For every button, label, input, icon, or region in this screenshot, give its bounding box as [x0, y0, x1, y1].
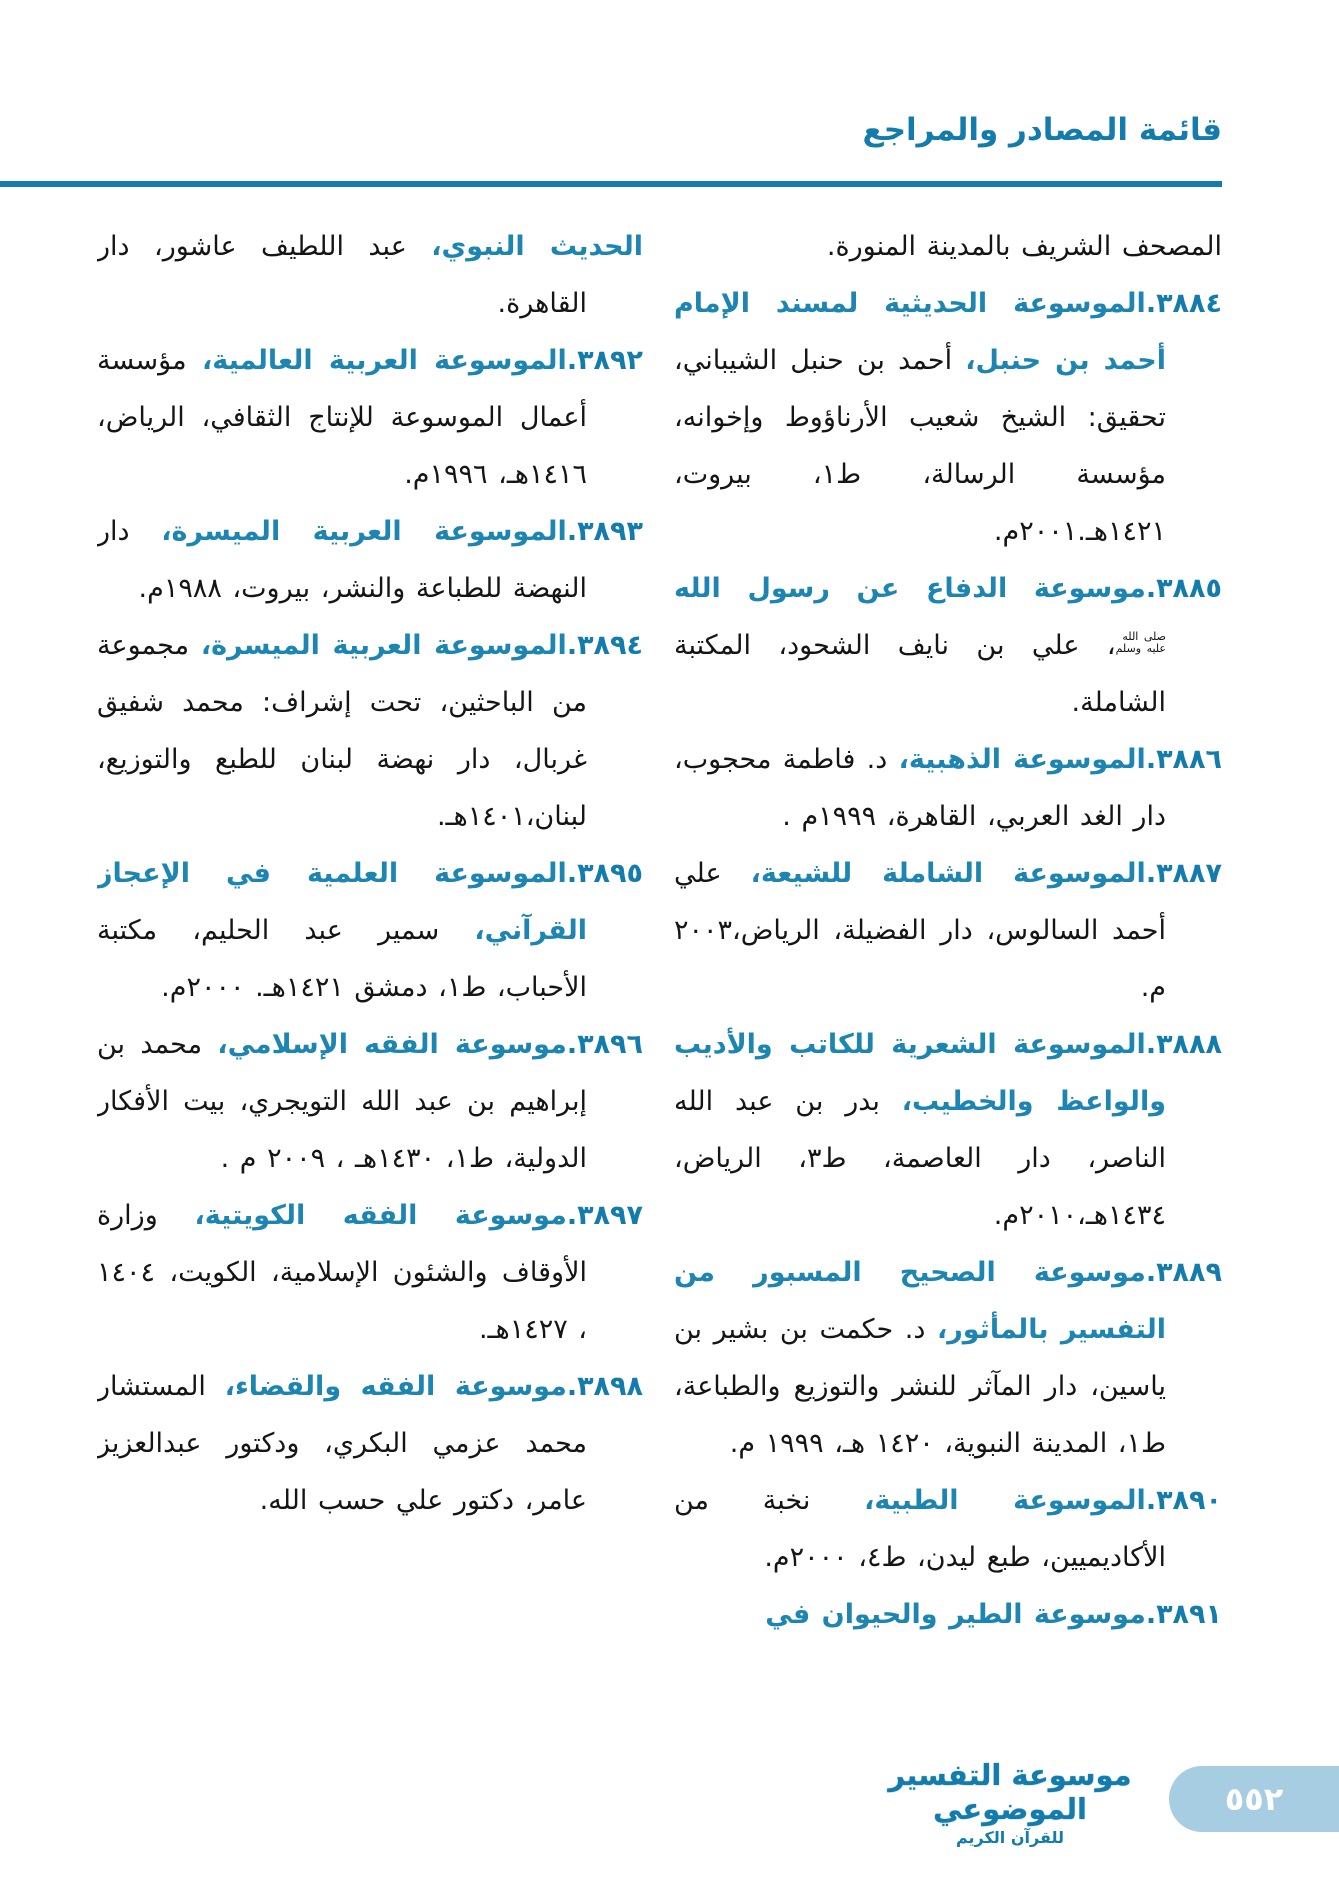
entry-title: الموسوعة الشعرية للكاتب والأديب والواعظ والخطيب،: [674, 1029, 1166, 1117]
page-header-title: قائمة المصادر والمراجع: [862, 112, 1222, 148]
entry-details: المستشار محمد عزمي البكري، ودكتور عبدالعزيز عامر، دكتور علي حسب الله.: [97, 1371, 587, 1516]
entry-details: عبد اللطيف عاشور، دار القاهرة.: [97, 231, 587, 319]
entry-details: بدر بن عبد الله الناصر، دار العاصمة، ط٣، الرياض، ١٤٣٤هـ،٢٠١٠م.: [674, 1086, 1166, 1231]
bibliography-entry: [97, 503, 643, 617]
page-number-pill: [1169, 1766, 1339, 1832]
bibliography-entry: [97, 1016, 643, 1187]
entry-title: موسوعة الدفاع عن رسول الله: [674, 573, 1146, 604]
bibliography-entry: [674, 845, 1222, 1016]
entry-details: د. حكمت بن بشير بن ياسين، دار المآثر للنشر والتوزيع والطباعة، ط١، المدينة النبوية، ١٤٢٠ هـ، ١٩٩٩ م.: [674, 1314, 1166, 1459]
entry-number: ٣٨٩٨.: [566, 1371, 643, 1402]
page-number: ٥٥٢: [1224, 1780, 1284, 1818]
entry-details: وزارة الأوقاف والشئون الإسلامية، الكويت، ١٤٠٤ ، ١٤٢٧هـ.: [97, 1200, 587, 1345]
entry-number: ٣٨٩٤.: [566, 630, 643, 661]
entry-number: ٣٨٨٨.: [1145, 1029, 1222, 1060]
entry-details: د. فاطمة محجوب، دار الغد العربي، القاهرة، ١٩٩٩م .: [674, 744, 1166, 832]
publisher-logo-main-text: موسوعة التفسير الموضوعي: [888, 1758, 1132, 1826]
entry-title: الموسوعة الشاملة للشيعة،: [750, 858, 1146, 889]
entry-details: ، علي بن نايف الشحود، المكتبة الشاملة.: [674, 630, 1166, 718]
entry-title: الموسوعة الذهبية،: [898, 744, 1146, 775]
entry-details: نخبة من الأكاديميين، طبع ليدن، ط٤، ٢٠٠٠م.: [674, 1485, 1166, 1573]
entry-title: الموسوعة العربية الميسرة،: [200, 630, 567, 661]
entry-title: الموسوعة الحديثية لمسند الإمام أحمد بن حنبل،: [674, 288, 1166, 376]
entry-number: ٣٨٩٠.: [1145, 1485, 1222, 1516]
bibliography-entry: [674, 731, 1222, 845]
prophet-honorific-symbol: صلى الله عليه وسلم: [1115, 629, 1166, 655]
entry-number: ٣٨٨٧.: [1145, 858, 1222, 889]
bibliography-entry: [97, 617, 643, 845]
entry-number: ٣٨٨٦.: [1145, 744, 1222, 775]
entry-details: سمير عبد الحليم، مكتبة الأحباب، ط١، دمشق ١٤٢١هـ. ٢٠٠٠م.: [97, 915, 587, 1003]
entry-title: موسوعة الفقه الإسلامي،: [217, 1029, 567, 1060]
entry-details: محمد بن إبراهيم بن عبد الله التويجري، بيت الأفكار الدولية، ط١، ١٤٣٠هـ ، ٢٠٠٩ م .: [97, 1029, 587, 1174]
entry-number: ٣٨٩٦.: [566, 1029, 643, 1060]
bibliography-entry: [97, 332, 643, 503]
entry-details: أحمد بن حنبل الشيباني، تحقيق: الشيخ شعيب الأرناؤوط وإخوانه، مؤسسة الرسالة، ط١، بيروت، ١٤٢١هـ.٢٠٠١م.: [674, 345, 1166, 547]
entry-number: ٣٨٩٧.: [566, 1200, 643, 1231]
publisher-logo: [860, 1758, 1160, 1847]
entry-details: مجموعة من الباحثين، تحت إشراف: محمد شفيق غربال، دار نهضة لبنان للطبع والتوزيع، لبنان،١٤٠١هـ.: [97, 630, 587, 832]
entry-title: الموسوعة العربية العالمية،: [202, 345, 567, 376]
entry-details: المصحف الشريف بالمدينة المنورة.: [826, 231, 1222, 262]
entry-title: الحديث النبوي،: [431, 231, 643, 262]
entry-number: ٣٨٨٩.: [1145, 1257, 1222, 1288]
bibliography-entry: [97, 1358, 643, 1529]
entry-details: علي أحمد السالوس، دار الفضيلة، الرياض،٢٠٠٣ م.: [674, 858, 1166, 1003]
bibliography-entry: [674, 1244, 1222, 1472]
entry-number: ٣٨٩٢.: [566, 345, 643, 376]
entry-details: دار النهضة للطباعة والنشر، بيروت، ١٩٨٨م.: [97, 516, 587, 604]
bibliography-entry-continuation: [97, 218, 643, 332]
entry-title: الموسوعة الطبية،: [864, 1485, 1146, 1516]
bibliography-entry: [674, 560, 1222, 731]
bibliography-entry: [97, 845, 643, 1016]
bibliography-entry: [674, 1016, 1222, 1244]
bibliography-entry: [674, 1586, 1222, 1643]
bibliography-column-right: [674, 218, 1222, 1763]
entry-number: ٣٨٨٤.: [1145, 288, 1222, 319]
bibliography-entry: [674, 1472, 1222, 1586]
entry-number: ٣٨٩٣.: [566, 516, 643, 547]
entry-number: ٣٨٨٥.: [1145, 573, 1222, 604]
entry-number: ٣٨٩١.: [1145, 1599, 1222, 1630]
bibliography-entry: [674, 275, 1222, 560]
publisher-logo-sub-text: للقرآن الكريم: [955, 1828, 1065, 1847]
bibliography-column-left: [97, 218, 643, 1763]
bibliography-entry: [97, 1187, 643, 1358]
entry-title: موسوعة الصحيح المسبور من التفسير بالمأثور،: [674, 1257, 1166, 1345]
entry-number: ٣٨٩٥.: [566, 858, 643, 889]
bibliography-entry-continuation: [674, 218, 1222, 275]
entry-title: موسوعة الطير والحيوان في: [765, 1599, 1146, 1630]
entry-title: موسوعة الفقه الكويتية،: [194, 1200, 567, 1231]
entry-details: مؤسسة أعمال الموسوعة للإنتاج الثقافي، الرياض، ١٤١٦هـ، ١٩٩٦م.: [97, 345, 587, 490]
entry-title: موسوعة الفقه والقضاء،: [224, 1371, 567, 1402]
entry-title: الموسوعة العلمية في الإعجاز القرآني،: [97, 858, 587, 946]
entry-title: الموسوعة العربية الميسرة،: [161, 516, 567, 547]
header-rule: [0, 181, 1222, 187]
